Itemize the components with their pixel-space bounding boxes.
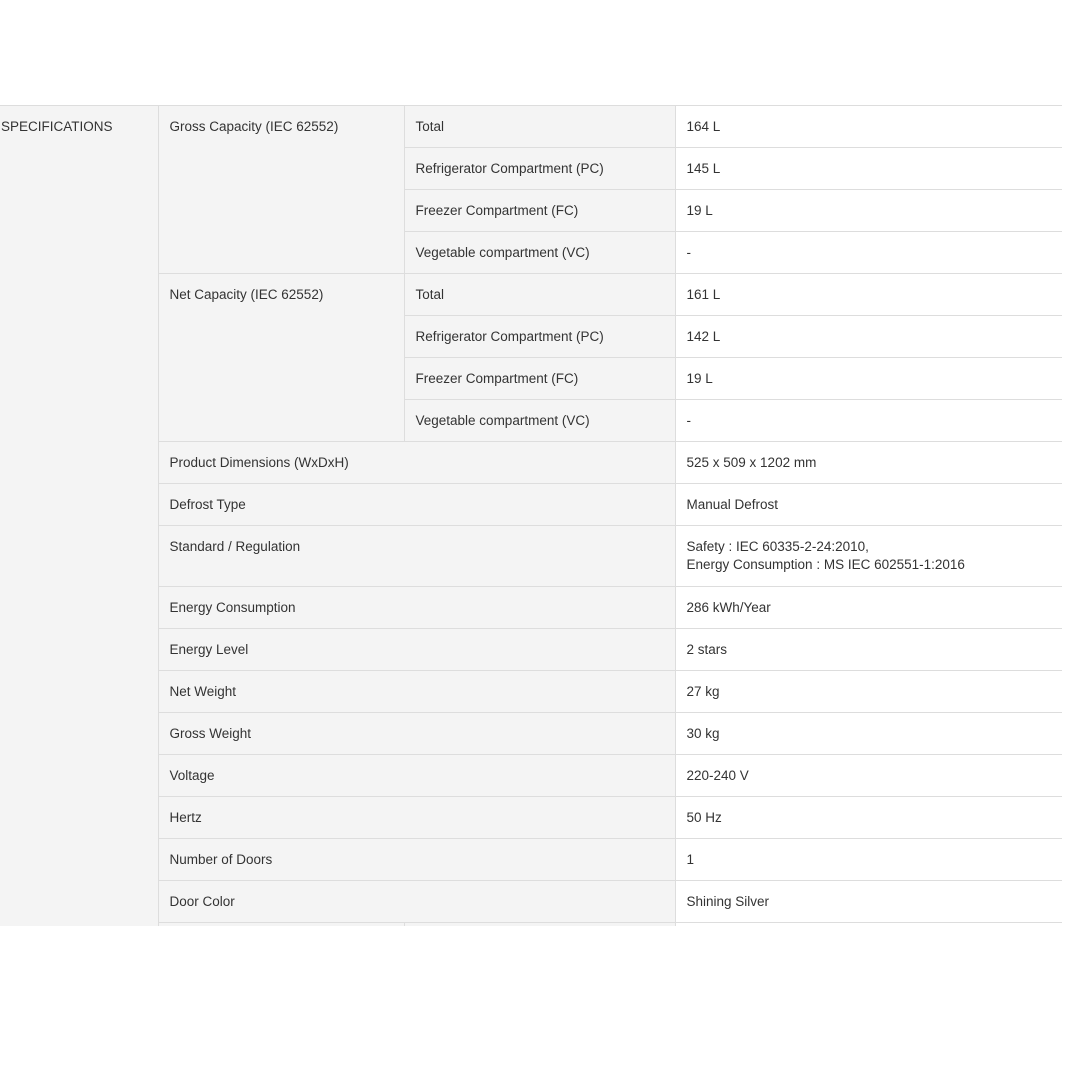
net-capacity-label: Net Capacity (IEC 62552) xyxy=(158,274,404,442)
spec-value: 2 stars xyxy=(675,629,1062,671)
spec-label: Hertz xyxy=(158,797,675,839)
section-label: SPECIFICATIONS xyxy=(0,106,158,927)
row-label: Freezer Compartment (FC) xyxy=(404,190,675,232)
spec-label: Energy Consumption xyxy=(158,587,675,629)
table-row xyxy=(0,442,1062,484)
spec-value: 286 kWh/Year xyxy=(675,587,1062,629)
row-value: 19 L xyxy=(675,358,1062,400)
spec-label: Number of Doors xyxy=(158,839,675,881)
spec-value: Shining Silver xyxy=(675,881,1062,923)
spec-label: Standard / Regulation xyxy=(158,526,675,587)
spec-label: Gross Weight xyxy=(158,713,675,755)
row-value: - xyxy=(675,400,1062,442)
row-value: 142 L xyxy=(675,316,1062,358)
row-label: Vegetable compartment (VC) xyxy=(404,232,675,274)
row-value: - xyxy=(675,232,1062,274)
specifications-table-container xyxy=(0,105,1062,926)
specifications-table xyxy=(0,105,1062,926)
row-label: Refrigerator Compartment (PC) xyxy=(404,316,675,358)
spec-value xyxy=(675,526,1062,587)
spec-value: 27 kg xyxy=(675,671,1062,713)
table-cell-empty xyxy=(158,923,404,927)
table-row xyxy=(0,526,1062,587)
spec-value-line: Safety : IEC 60335-2-24:2010, xyxy=(686,539,869,554)
row-label: Total xyxy=(404,106,675,148)
spec-value: 220-240 V xyxy=(675,755,1062,797)
spec-value-line: Energy Consumption : MS IEC 602551-1:2016 xyxy=(686,557,965,572)
row-value: 145 L xyxy=(675,148,1062,190)
spec-label: Door Color xyxy=(158,881,675,923)
spec-value: 525 x 509 x 1202 mm xyxy=(675,442,1062,484)
spec-value: 50 Hz xyxy=(675,797,1062,839)
row-label: Total xyxy=(404,274,675,316)
spec-label: Voltage xyxy=(158,755,675,797)
table-row xyxy=(0,106,1062,148)
row-label: Freezer Compartment (FC) xyxy=(404,358,675,400)
row-label: Refrigerator Compartment (PC) xyxy=(404,148,675,190)
row-value: 161 L xyxy=(675,274,1062,316)
table-row xyxy=(0,629,1062,671)
gross-capacity-label: Gross Capacity (IEC 62552) xyxy=(158,106,404,274)
table-row xyxy=(0,671,1062,713)
spec-label: Defrost Type xyxy=(158,484,675,526)
table-cell-empty xyxy=(675,923,1062,927)
row-value: 164 L xyxy=(675,106,1062,148)
table-row xyxy=(0,484,1062,526)
table-row xyxy=(0,587,1062,629)
row-label: Vegetable compartment (VC) xyxy=(404,400,675,442)
spec-value: 30 kg xyxy=(675,713,1062,755)
spec-label: Energy Level xyxy=(158,629,675,671)
table-row xyxy=(0,274,1062,316)
spec-value: 1 xyxy=(675,839,1062,881)
spec-label: Product Dimensions (WxDxH) xyxy=(158,442,675,484)
table-row xyxy=(0,797,1062,839)
table-row xyxy=(0,881,1062,923)
table-row-partial xyxy=(0,923,1062,927)
spec-label: Net Weight xyxy=(158,671,675,713)
table-row xyxy=(0,755,1062,797)
row-value: 19 L xyxy=(675,190,1062,232)
spec-value: Manual Defrost xyxy=(675,484,1062,526)
table-row xyxy=(0,839,1062,881)
table-cell-empty xyxy=(404,923,675,927)
table-row xyxy=(0,713,1062,755)
